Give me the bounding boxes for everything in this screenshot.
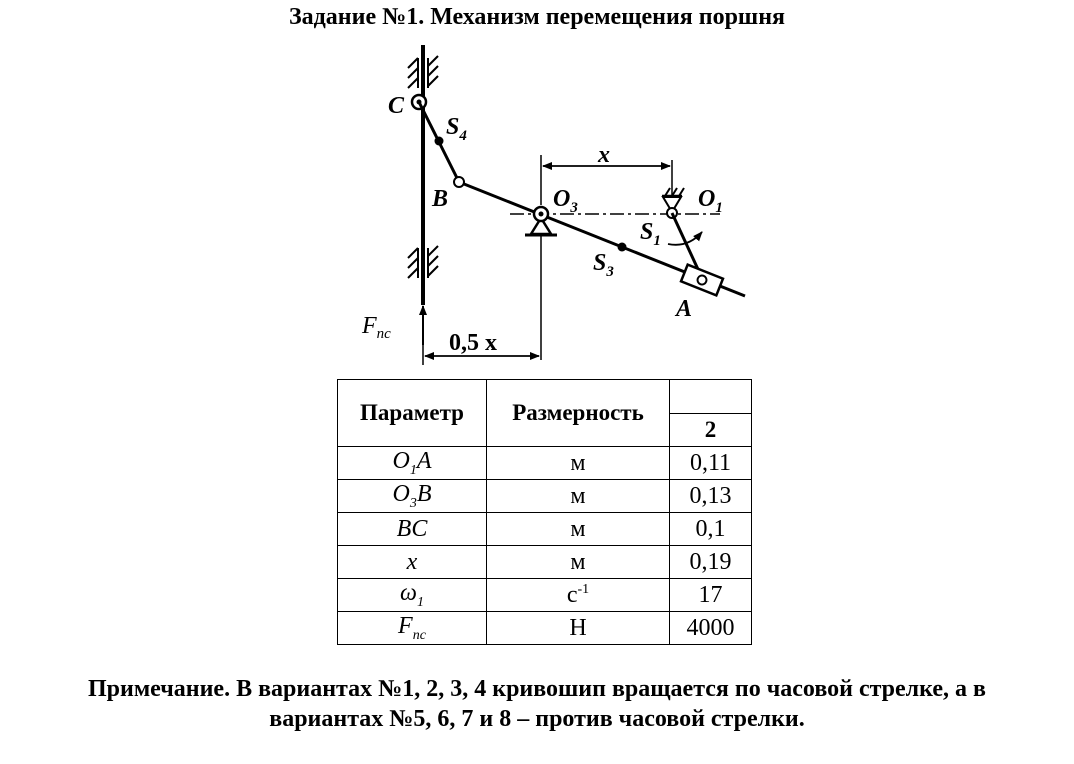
label-s4: $S_4$ <box>446 114 467 144</box>
note-line-1: Примечание. В вариантах №1, 2, 3, 4 кривошип вращается по часовой стрелке, а в <box>87 676 986 702</box>
table-row: $F_{пс}$ Н 4000 <box>338 612 752 645</box>
parameters-table <box>337 379 752 645</box>
note <box>0 674 1074 734</box>
mechanism-diagram <box>0 0 1074 380</box>
pivot-o1 <box>662 160 684 218</box>
point-s4 <box>435 137 444 146</box>
note-line-2: вариантах №5, 6, 7 и 8 – против часовой стрелки. <box>269 706 805 732</box>
header-param: Параметр <box>338 380 487 447</box>
header-blank <box>670 380 752 414</box>
page-title: Задание №1. Механизм перемещения поршня <box>288 4 786 30</box>
table-row: x м 0,19 <box>338 546 752 579</box>
label-s3: $S_3$ <box>593 250 614 280</box>
header-dim: Размерность <box>487 380 670 447</box>
label-c: C <box>388 93 405 119</box>
pivot-o3 <box>525 207 557 360</box>
label-o1: $O_1$ <box>698 186 723 216</box>
header-variant: 2 <box>670 413 752 447</box>
table-row: BC м 0,1 <box>338 513 752 546</box>
label-a: A <box>676 296 693 322</box>
label-o3: $O_3$ <box>553 186 578 216</box>
point-s3 <box>618 243 627 252</box>
label-half-x: 0,5 x <box>449 330 497 356</box>
slider-a <box>681 265 723 296</box>
label-s1: $S_1$ <box>640 219 661 249</box>
table-row: $O_1A$ м 0,11 <box>338 447 752 480</box>
label-force: $F_{пс}$ <box>362 313 391 342</box>
label-x: x <box>598 142 610 168</box>
table-row: $\omega_1$ $с^{-1}$ 17 <box>338 579 752 612</box>
joint-b <box>454 177 464 187</box>
table-row: $O_3B$ м 0,13 <box>338 480 752 513</box>
label-b: B <box>432 186 449 212</box>
